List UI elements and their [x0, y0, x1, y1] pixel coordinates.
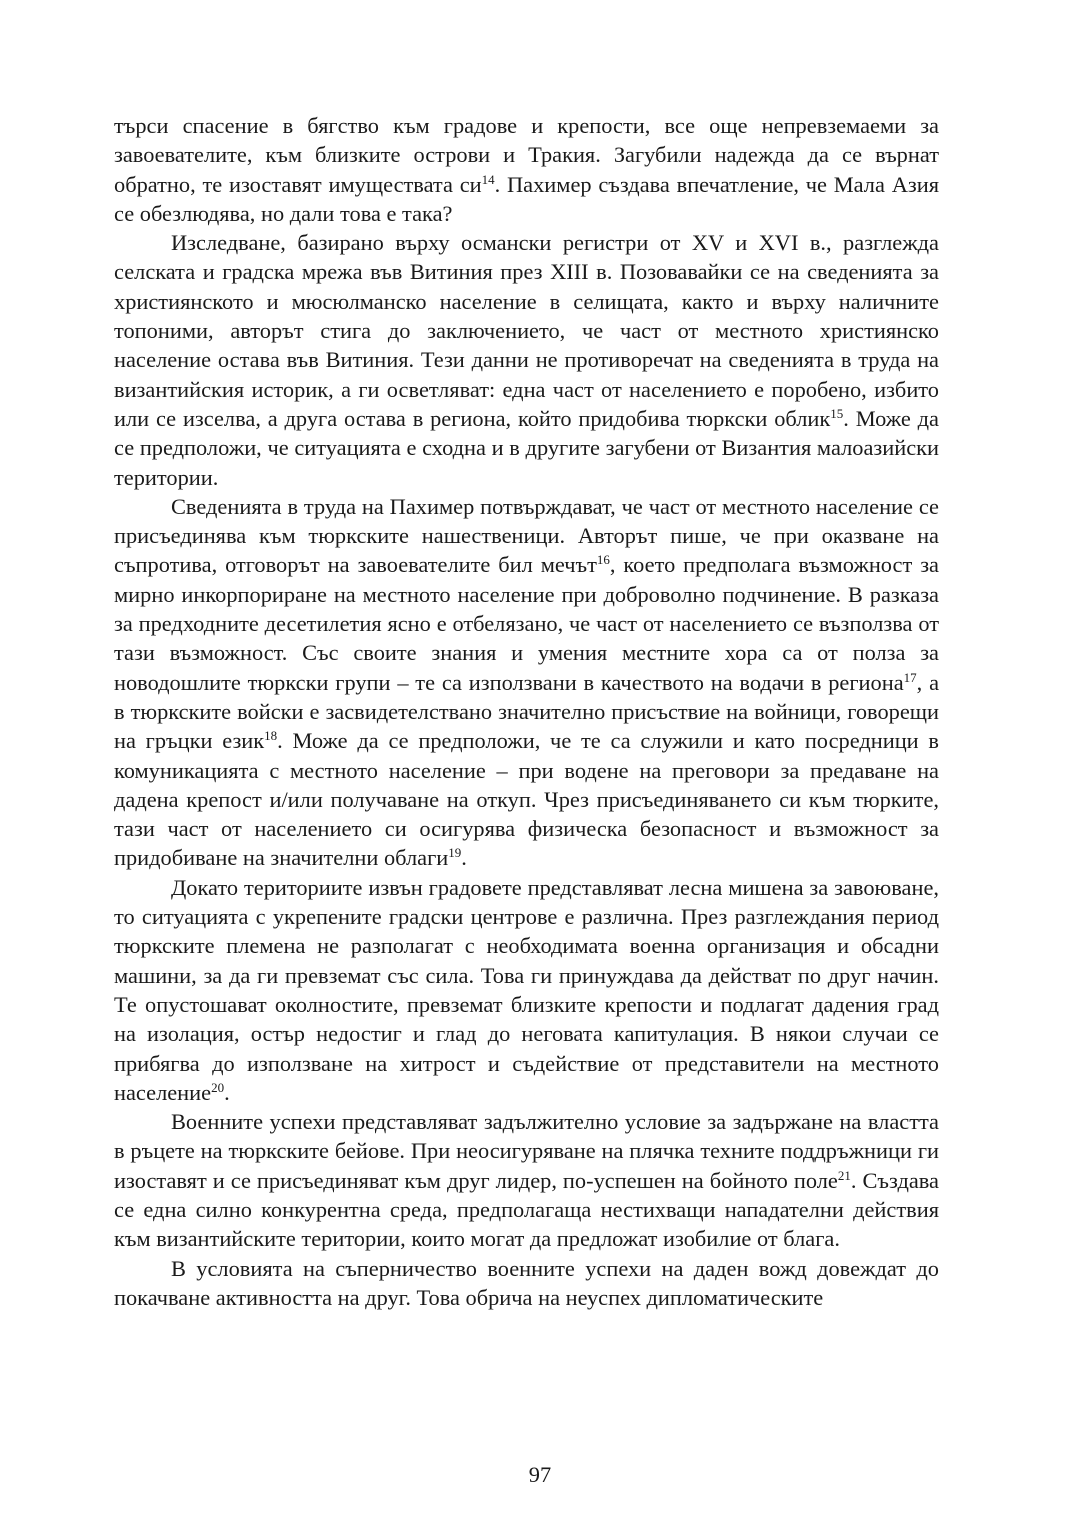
paragraph-3-text-2: , което предполага възможност за мирно инкорпориране на местното население при доброволно подчинение. В разказа за предходните десетилетия ясно е отбелязано, че част от населението се възползва от тази възможност. Със своите знания и умения местните хора са от полза за новодошлите тюркски групи – те са използвани в качеството на водачи в региона [114, 552, 939, 695]
paragraph-3-text-4: . Може да се предположи, че те са служили и като посредници в комуникацията с местното население – при водене на преговори за предаване на дадена крепост и/или получаване на откуп. Чрез присъединяването си към тюрките, тази част от населението си осигурява физическа безопасност и възможност за придобиване на значителни облаги [114, 728, 939, 871]
footnote-ref-18: 18 [264, 728, 278, 744]
footnote-ref-14: 14 [481, 171, 495, 187]
footnote-ref-21: 21 [837, 1167, 851, 1183]
paragraph-3-text-1: Сведенията в труда на Пахимер потвърждават, че част от местното население се присъединява към тюркските нашественици. Авторът пише, че при оказване на съпротива, отговорът на завоевателите бил мечът [114, 493, 939, 578]
page-body [114, 111, 939, 1312]
paragraph-3-text-5: . [461, 845, 467, 871]
paragraph-5-text-2: . Създава се една силно конкурентна среда, предполагаща нестихващи нападателни действия към византийските територии, които могат да предложат изобилие от блага. [114, 1167, 939, 1252]
footnote-ref-16: 16 [596, 552, 610, 568]
paragraph-3-text-3: , а в тюркските войски е засвидетелствано значително присъствие на войници, говорещи на гръцки език [114, 669, 940, 754]
paragraph-1 [114, 111, 939, 228]
footnote-ref-17: 17 [903, 669, 917, 685]
footnote-ref-15: 15 [830, 405, 844, 421]
footnote-ref-19: 19 [448, 845, 462, 861]
paragraph-2 [114, 228, 939, 492]
paragraph-2-text-1: Изследване, базирано върху османски регистри от XV и XVI в., разглежда селската и градска мрежа във Витиния през XIII в. Позовавайки се на сведенията за християнското и мюсюлманско население в селищата, както и върху наличните топоними, авторът стига до заключението, че част от местното християнско население остава във Витиния. Тези данни не противоречат на сведенията в труда на византийския историк, а ги осветляват: една част от населението е поробено, избито или се изселва, а друга остава в региона, който придобива тюркски облик [114, 230, 939, 431]
paragraph-5 [114, 1107, 939, 1253]
paragraph-2-text-2: . Може да се предположи, че ситуацията е сходна и в другите загубени от Византия малоазийски територии. [114, 405, 939, 490]
paragraph-6 [114, 1254, 939, 1313]
footnote-ref-20: 20 [211, 1079, 225, 1095]
page-number: 97 [528, 1462, 552, 1487]
paragraph-6-text-1: В условията на съперничество военните успехи на даден вожд довеждат до покачване активността на друг. Това обрича на неуспех дипломатическите [114, 1255, 939, 1310]
paragraph-4-text-1: Докато териториите извън градовете представляват лесна мишена за завоюване, то ситуацията с укрепените градски центрове е различна. През разглеждания период тюркските племена не разполагат с необходимата военна организация и обсадни машини, за да ги превземат със сила. Това ги принуждава да действат по друг начин. Те опустошават околностите, превземат близките крепости и подлагат дадения град на изолация, остър недостиг и глад до неговата капитулация. В някои случаи се прибягва до използване на хитрост и съдействие от представители на местното население [114, 874, 939, 1105]
paragraph-3 [114, 492, 939, 873]
paragraph-4 [114, 873, 939, 1107]
paragraph-5-text-1: Военните успехи представляват задължително условие за задържане на властта в ръцете на тюркските бейове. При неосигуряване на плячка техните поддръжници ги изоставят и се присъединяват към друг лидер, по-успешен на бойното поле [114, 1109, 939, 1193]
paragraph-4-text-2: . [224, 1079, 230, 1105]
paragraph-1-text-2: . Пахимер създава впечатление, че Мала Азия се обезлюдява, но дали това е така? [114, 171, 939, 226]
paragraph-1-text-1: търси спасение в бягство към градове и крепости, все още непревземаеми за завоевателите, към близките острови и Тракия. Загубили надежда да се върнат обратно, те изоставят имуществата си [114, 113, 939, 197]
